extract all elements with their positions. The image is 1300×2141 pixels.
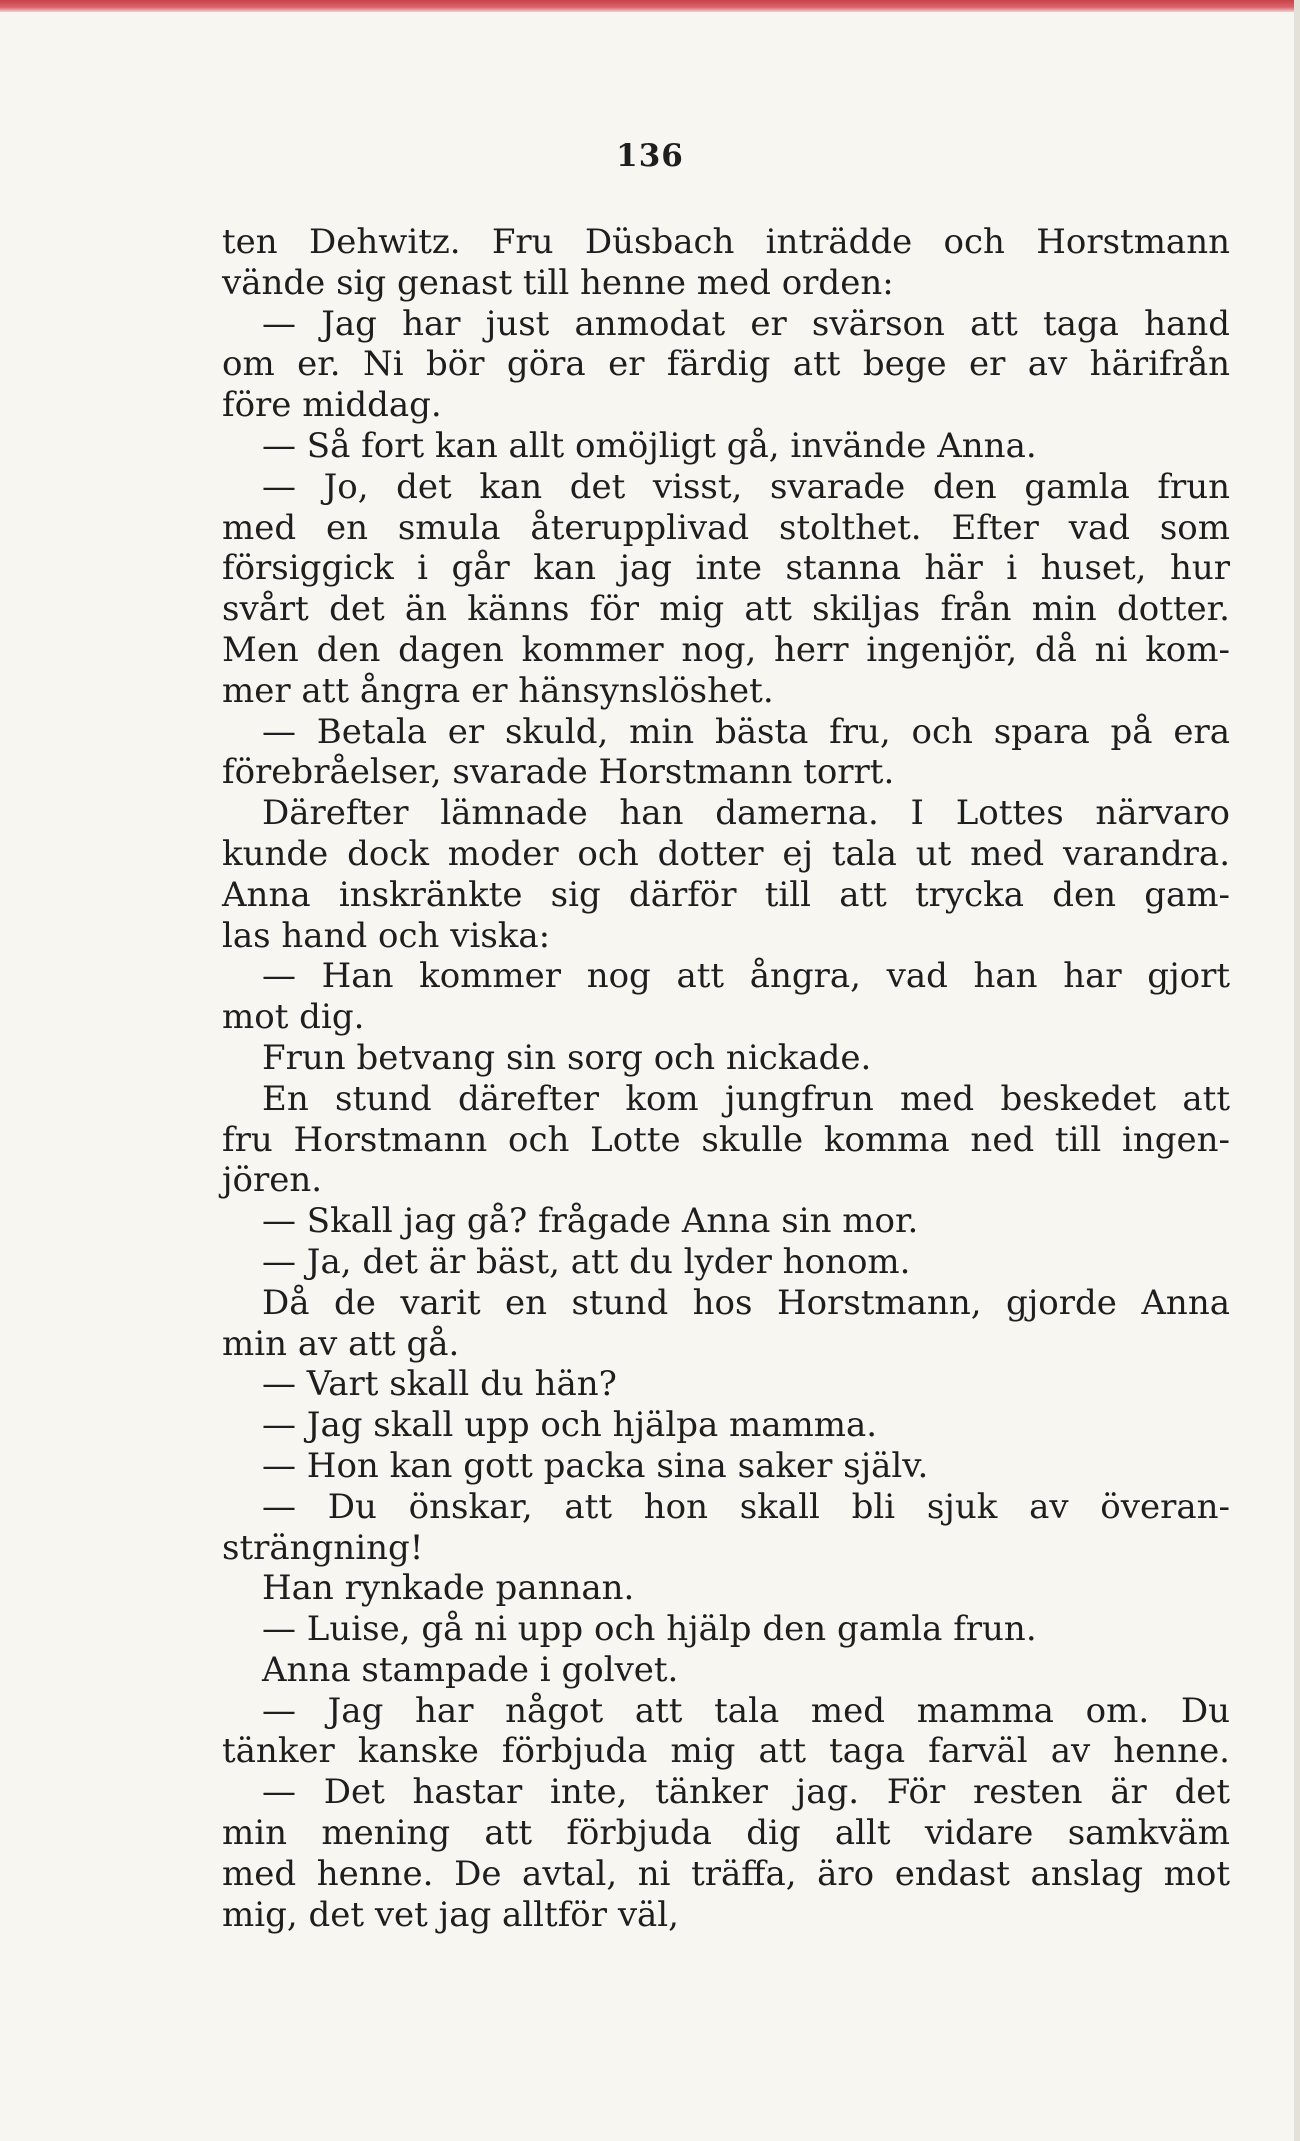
text-line: — Jag skall upp och hjälpa mamma.	[262, 1405, 878, 1446]
text-line: med en smula återupplivad stolthet. Efter vad som	[222, 507, 1230, 548]
text-line: — Det hastar inte, tänker jag. För resten är det	[262, 1772, 1230, 1813]
text-line: — Jag har något att tala med mamma om. Du	[262, 1690, 1230, 1731]
text-line: — Luise, gå ni upp och hjälp den gamla frun.	[262, 1609, 1037, 1650]
text-line: jören.	[222, 1160, 323, 1201]
text-line: vände sig genast till henne med orden:	[222, 262, 894, 303]
text-line: — Ja, det är bäst, att du lyder honom.	[262, 1241, 911, 1282]
text-line: mig, det vet jag alltför väl,	[222, 1894, 679, 1935]
text-line: förebråelser, svarade Horstmann torrt.	[222, 752, 895, 793]
text-line: las hand och viska:	[222, 915, 551, 956]
text-line: — Så fort kan allt omöjligt gå, invände Anna.	[262, 425, 1037, 466]
text-line: före middag.	[222, 385, 442, 426]
text-line: — Betala er skuld, min bästa fru, och spara på era	[262, 711, 1230, 752]
text-line: mot dig.	[222, 997, 365, 1038]
text-line: försiggick i går kan jag inte stanna här i huset, hur	[222, 548, 1230, 589]
text-line: Frun betvang sin sorg och nickade.	[262, 1037, 872, 1078]
text-line: Men den dagen kommer nog, herr ingenjör, då ni kom-	[222, 629, 1230, 670]
body-text	[222, 222, 1230, 1935]
page-edge	[1294, 0, 1300, 2141]
text-line: — Skall jag gå? frågade Anna sin mor.	[262, 1201, 919, 1242]
text-line: — Jag har just anmodat er svärson att taga hand	[262, 303, 1230, 344]
text-line: om er. Ni bör göra er färdig att bege er av härifrån	[222, 344, 1230, 385]
text-line: Anna inskränkte sig därför till att trycka den gam-	[222, 874, 1230, 915]
text-line: strängning!	[222, 1527, 424, 1568]
text-line: — Du önskar, att hon skall bli sjuk av överan-	[262, 1486, 1230, 1527]
text-line: fru Horstmann och Lotte skulle komma ned till ingen-	[222, 1119, 1230, 1160]
text-line: Därefter lämnade han damerna. I Lottes närvaro	[262, 793, 1230, 834]
text-line: Anna stampade i golvet.	[262, 1649, 679, 1690]
page-number: 136	[616, 138, 684, 174]
text-line: svårt det än känns för mig att skiljas från min dotter.	[222, 589, 1230, 630]
text-line: — Jo, det kan det visst, svarade den gamla frun	[262, 466, 1230, 507]
text-line: Då de varit en stund hos Horstmann, gjorde Anna	[262, 1282, 1230, 1323]
text-line: — Vart skall du hän?	[262, 1364, 617, 1405]
text-line: — Hon kan gott packa sina saker själv.	[262, 1445, 929, 1486]
text-line: tänker kanske förbjuda mig att taga farväl av henne.	[222, 1731, 1230, 1772]
text-line: Han rynkade pannan.	[262, 1568, 635, 1609]
text-line: mer att ångra er hänsynslöshet.	[222, 670, 774, 711]
text-line: En stund därefter kom jungfrun med beskedet att	[262, 1078, 1230, 1119]
text-line: — Han kommer nog att ångra, vad han har gjort	[262, 956, 1230, 997]
text-line: ten Dehwitz. Fru Düsbach inträdde och Horstmann	[222, 222, 1230, 262]
text-line: med henne. De avtal, ni träffa, äro endast anslag mot	[222, 1853, 1230, 1894]
text-line: min av att gå.	[222, 1323, 460, 1364]
top-edge-rule	[0, 0, 1300, 12]
text-line: min mening att förbjuda dig allt vidare samkväm	[222, 1813, 1230, 1854]
text-line: kunde dock moder och dotter ej tala ut med varandra.	[222, 833, 1230, 874]
